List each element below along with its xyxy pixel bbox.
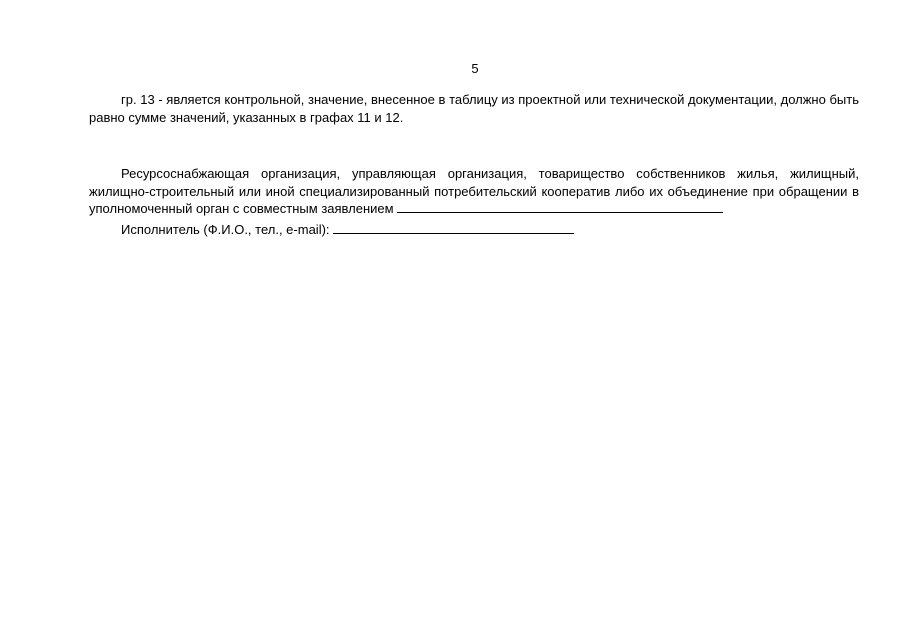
statement-fill-line [397, 201, 723, 213]
note-column-13-text: гр. 13 - является контрольной, значение, внесенное в таблицу из проектной или технической документации, должно быть равно сумме значений, указанных в графах 11 и 12. [89, 92, 859, 125]
page-number: 5 [471, 61, 479, 76]
note-column-13 [89, 91, 859, 126]
executor-fill-line [333, 222, 574, 234]
executor-label: Исполнитель (Ф.И.О., тел., e-mail): [121, 222, 330, 237]
organizations-paragraph [89, 165, 859, 218]
executor-paragraph [89, 221, 859, 239]
organizations-text: Ресурсоснабжающая организация, управляющая организация, товарищество собственников жилья, жилищный, жилищно-строительный или иной специализированный потребительский кооператив либо их объединение при обращении в уполномоченный орган с совместным заявлением [89, 166, 859, 216]
